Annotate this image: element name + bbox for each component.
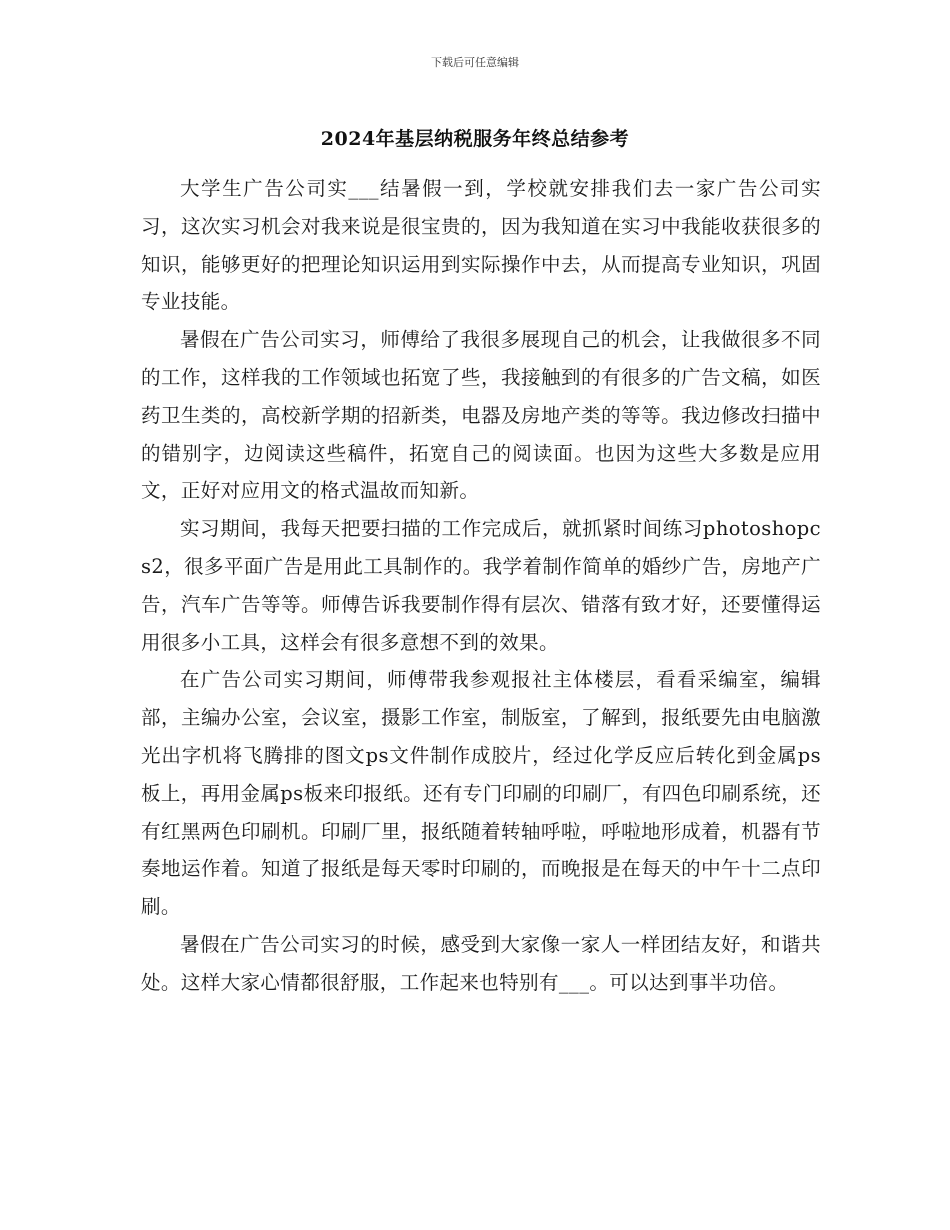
paragraph: 实习期间，我每天把要扫描的工作完成后，就抓紧时间练习photoshopcs2，很多平面广告是用此工具制作的。我学着制作简单的婚纱广告，房地产广告，汽车广告等等。师傅告诉我要制作得有层次、错落有致才好，还要懂得运用很多小工具，这样会有很多意想不到的效果。 [141,517,821,654]
document-title: 2024年基层纳税服务年终总结参考 [320,128,630,150]
page-header-note: 下载后可任意编辑 [431,56,519,69]
paragraph: 暑假在广告公司实习，师傅给了我很多展现自己的机会，让我做很多不同的工作，这样我的工作领域也拓宽了些，我接触到的有很多的广告文稿，如医药卫生类的，高校新学期的招新类，电器及房地产类的等等。我边修改扫描中的错别字，边阅读这些稿件，拓宽自己的阅读面。也因为这些大多数是应用文，正好对应用文的格式温故而知新。 [141,328,821,503]
paragraph: 暑假在广告公司实习的时候，感受到大家像一家人一样团结友好，和谐共处。这样大家心情都很舒服，工作起来也特别有___。可以达到事半功倍。 [141,932,821,994]
paragraph: 大学生广告公司实___结暑假一到，学校就安排我们去一家广告公司实习，这次实习机会对我来说是很宝贵的，因为我知道在实习中我能收获很多的知识，能够更好的把理论知识运用到实际操作中去，从而提高专业知识，巩固专业技能。 [141,177,821,314]
paragraph: 在广告公司实习期间，师傅带我参观报社主体楼层，看看采编室，编辑部，主编办公室，会议室，摄影工作室，制版室，了解到，报纸要先由电脑激光出字机将飞腾排的图文ps文件制作成胶片，经过化学反应后转化到金属ps板上，再用金属ps板来印报纸。还有专门印刷的印刷厂，有四色印刷系统，还有红黑两色印刷机。印刷厂里，报纸随着转轴呼啦，呼啦地形成着，机器有节奏地运作着。知道了报纸是每天零时印刷的，而晚报是在每天的中午十二点印刷。 [141,668,821,919]
document-body [141,170,821,1002]
